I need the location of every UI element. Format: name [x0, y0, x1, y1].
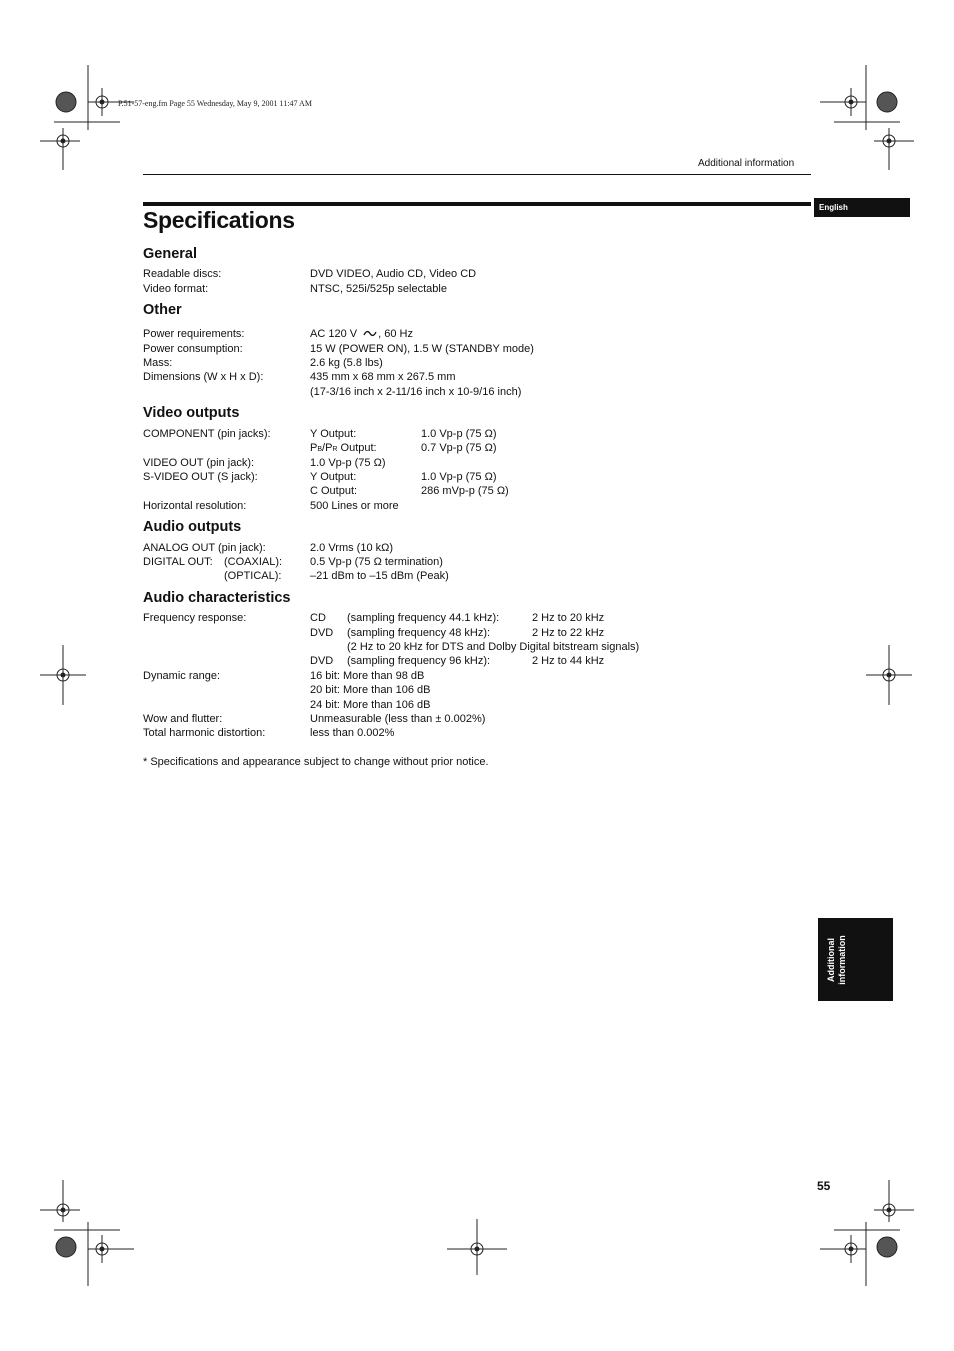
spec-value: 0.7 Vp-p (75 Ω)	[421, 442, 497, 454]
language-tab: English	[814, 198, 910, 217]
sampling-condition: (sampling frequency 44.1 kHz):	[347, 612, 500, 624]
spec-value: less than 0.002%	[310, 727, 395, 739]
spec-value: 15 W (POWER ON), 1.5 W (STANDBY mode)	[310, 343, 534, 355]
page-title: Specifications	[143, 207, 295, 233]
file-info: P.51-57-eng.fm Page 55 Wednesday, May 9, 2001 11:47 AM	[118, 99, 312, 108]
disc-type: DVD	[310, 627, 334, 639]
spec-label: S-VIDEO OUT (S jack):	[143, 471, 258, 483]
spec-label: Dimensions (W x H x D):	[143, 371, 264, 383]
spec-label: Frequency response:	[143, 612, 247, 624]
section-heading-audio-outputs: Audio outputs	[143, 519, 242, 535]
section-heading-video: Video outputs	[143, 405, 240, 421]
spec-label: Wow and flutter:	[143, 713, 223, 725]
spec-value: 24 bit: More than 106 dB	[310, 699, 431, 711]
spec-label: Power consumption:	[143, 343, 243, 355]
spec-value: 1.0 Vp-p (75 Ω)	[421, 428, 497, 440]
spec-value: 286 mVp-p (75 Ω)	[421, 485, 509, 497]
spec-value: 2.6 kg (5.8 lbs)	[310, 357, 383, 369]
frequency-range: 2 Hz to 44 kHz	[532, 655, 605, 667]
spec-label: Horizontal resolution:	[143, 500, 247, 512]
spec-label: VIDEO OUT (pin jack):	[143, 457, 255, 469]
spec-value: AC 120 V , 60 Hz	[310, 328, 414, 340]
disc-type: CD	[310, 612, 326, 624]
frequency-note: (2 Hz to 20 kHz for DTS and Dolby Digital bitstream signals)	[347, 641, 640, 653]
spec-label: Readable discs:	[143, 268, 222, 280]
spec-value: 2.0 Vrms (10 kΩ)	[310, 542, 393, 554]
running-header: Additional information	[698, 158, 795, 169]
spec-sublabel: (OPTICAL):	[224, 570, 282, 582]
spec-sublabel: (COAXIAL):	[224, 556, 283, 568]
page-number: 55	[817, 1179, 831, 1193]
spec-label: COMPONENT (pin jacks):	[143, 428, 271, 440]
spec-sublabel: Y Output:	[310, 471, 357, 483]
footnote: * Specifications and appearance subject to change without prior notice.	[143, 756, 489, 768]
header-rule	[143, 174, 811, 175]
spec-sublabel: C Output:	[310, 485, 358, 497]
spec-value: –21 dBm to –15 dBm (Peak)	[310, 570, 449, 582]
spec-label: Mass:	[143, 357, 173, 369]
section-heading-other: Other	[143, 302, 182, 318]
spec-label: Video format:	[143, 283, 209, 295]
frequency-range: 2 Hz to 20 kHz	[532, 612, 605, 624]
spec-label: Dynamic range:	[143, 670, 221, 682]
spec-value: 20 bit: More than 106 dB	[310, 684, 431, 696]
ac-wave-icon	[363, 329, 377, 338]
spec-value: 0.5 Vp-p (75 Ω termination)	[310, 556, 443, 568]
spec-value: 1.0 Vp-p (75 Ω)	[421, 471, 497, 483]
spec-sublabel: PB/PR Output:	[310, 442, 377, 454]
spec-label: Power requirements:	[143, 328, 245, 340]
spec-value: (17-3/16 inch x 2-11/16 inch x 10-9/16 inch)	[310, 386, 522, 398]
spec-label: ANALOG OUT (pin jack):	[143, 542, 266, 554]
spec-value: 435 mm x 68 mm x 267.5 mm	[310, 371, 456, 383]
section-heading-general: General	[143, 246, 197, 262]
spec-label: DIGITAL OUT:	[143, 556, 213, 568]
side-section-tab: Additional information	[818, 918, 893, 1001]
spec-value: 16 bit: More than 98 dB	[310, 670, 425, 682]
sampling-condition: (sampling frequency 48 kHz):	[347, 627, 491, 639]
section-heading-audio-characteristics: Audio characteristics	[143, 590, 291, 606]
frequency-range: 2 Hz to 22 kHz	[532, 627, 605, 639]
spec-sublabel: Y Output:	[310, 428, 357, 440]
spec-value: Unmeasurable (less than ± 0.002%)	[310, 713, 486, 725]
spec-value: NTSC, 525i/525p selectable	[310, 283, 447, 295]
spec-value: 500 Lines or more	[310, 500, 399, 512]
spec-value: 1.0 Vp-p (75 Ω)	[310, 457, 386, 469]
spec-value: DVD VIDEO, Audio CD, Video CD	[310, 268, 477, 280]
spec-label: Total harmonic distortion:	[143, 727, 266, 739]
title-rule	[143, 202, 811, 206]
disc-type: DVD	[310, 655, 334, 667]
sampling-condition: (sampling frequency 96 kHz):	[347, 655, 491, 667]
